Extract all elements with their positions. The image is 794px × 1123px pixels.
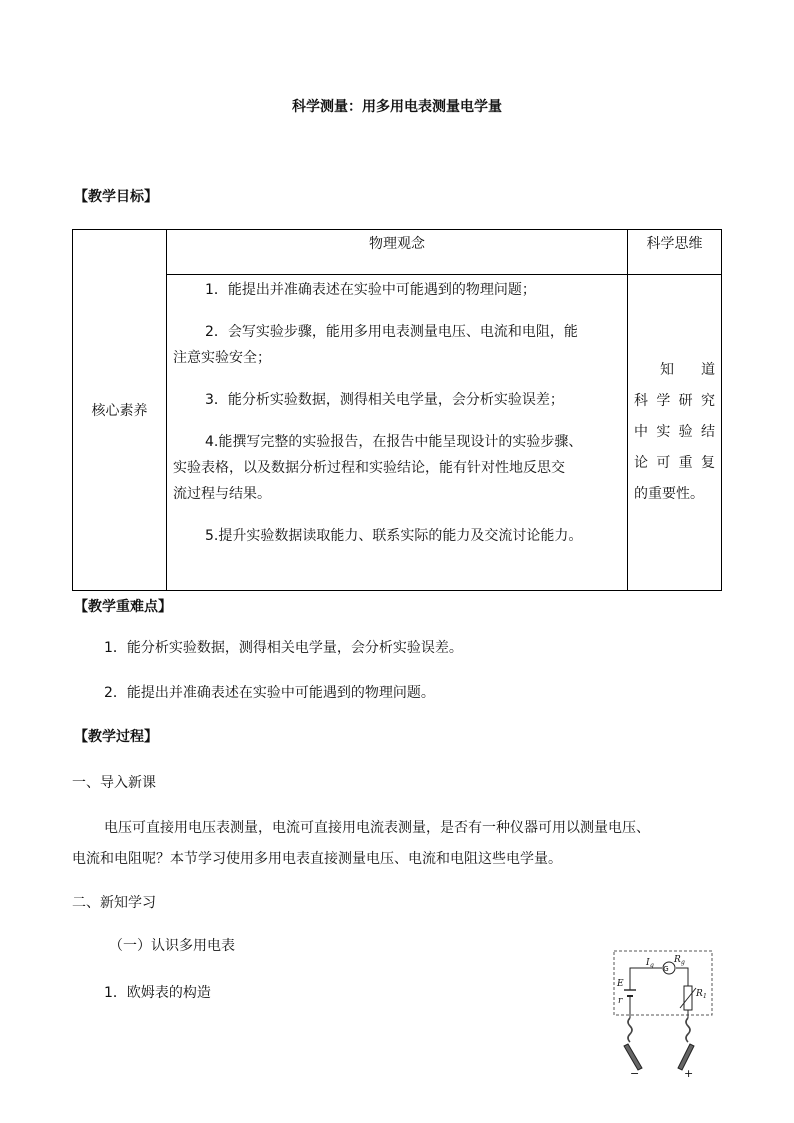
key-point-2: 2．能提出并准确表述在实验中可能遇到的物理问题。 <box>104 685 435 701</box>
goals-table <box>72 229 722 591</box>
subsection-multimeter: （一）认识多用电表 <box>109 938 235 954</box>
wire-left-top <box>630 968 662 990</box>
wire-right-top <box>676 968 688 986</box>
goal-item-4-cont2: 流过程与结果。 <box>173 486 271 502</box>
scientific-thinking-text: 知 道 科学研究 中实验结 论可重复 的重要性。 <box>628 275 722 591</box>
goal-item-5: 5.提升实验数据读取能力、联系实际的能力及交流讨论能力。 <box>205 528 583 544</box>
section-process: 【教学过程】 <box>74 729 158 745</box>
label-Rg-sub: g <box>681 959 685 966</box>
ohmmeter-structure-item: 1．欧姆表的构造 <box>104 985 211 1001</box>
section-goals: 【教学目标】 <box>74 189 158 205</box>
rheostat-arrow-icon <box>680 988 696 1008</box>
ohmmeter-circuit-diagram <box>606 950 716 1080</box>
label-R1-sub: 1 <box>703 993 707 1000</box>
label-Ig: I <box>646 958 650 968</box>
label-R1: R <box>696 989 703 999</box>
left-lead-coil <box>628 1018 632 1042</box>
label-r: r <box>618 996 623 1006</box>
page-title: 科学测量：用多用电表测量电学量 <box>292 99 502 115</box>
intro-line-2: 电流和电阻呢？本节学习使用多用电表直接测量电压、电流和电阻这些电学量。 <box>72 851 562 867</box>
intro-heading: 一、导入新课 <box>72 775 156 791</box>
minus-sign: − <box>630 1067 640 1080</box>
goal-item-3: 3．能分析实验数据，测得相关电学量，会分析实验误差； <box>205 392 564 408</box>
section-key-points: 【教学重难点】 <box>74 599 172 615</box>
goal-item-1: 1．能提出并准确表述在实验中可能遇到的物理问题； <box>205 282 536 298</box>
scientific-thinking-header: 科学思维 <box>628 230 722 275</box>
label-Rg: R <box>674 955 681 965</box>
new-knowledge-heading: 二、新知学习 <box>72 895 156 911</box>
label-E: E <box>617 979 624 989</box>
goal-item-4: 4.能撰写完整的实验报告，在报告中能呈现设计的实验步骤、 <box>205 434 583 450</box>
galvanometer-label: G <box>663 965 669 973</box>
physics-concept-header: 物理观念 <box>167 230 628 275</box>
physics-concept-items <box>167 275 628 591</box>
goal-item-2-cont: 注意实验安全； <box>173 350 271 366</box>
label-Ig-sub: g <box>650 962 654 969</box>
right-lead-coil <box>686 1018 690 1042</box>
goal-item-2: 2．会写实验步骤，能用多用电表测量电压、电流和电阻，能 <box>205 324 578 340</box>
key-point-1: 1．能分析实验数据，测得相关电学量，会分析实验误差。 <box>104 640 463 656</box>
goal-item-4-cont: 实验表格，以及数据分析过程和实验结论，能有针对性地反思交 <box>173 460 565 476</box>
intro-line-1: 电压可直接用电压表测量，电流可直接用电流表测量，是否有一种仪器可用以测量电压、 <box>104 820 650 836</box>
core-literacy-label: 核心素养 <box>73 230 167 591</box>
dashed-enclosure <box>614 951 712 1015</box>
plus-sign: + <box>684 1067 694 1080</box>
